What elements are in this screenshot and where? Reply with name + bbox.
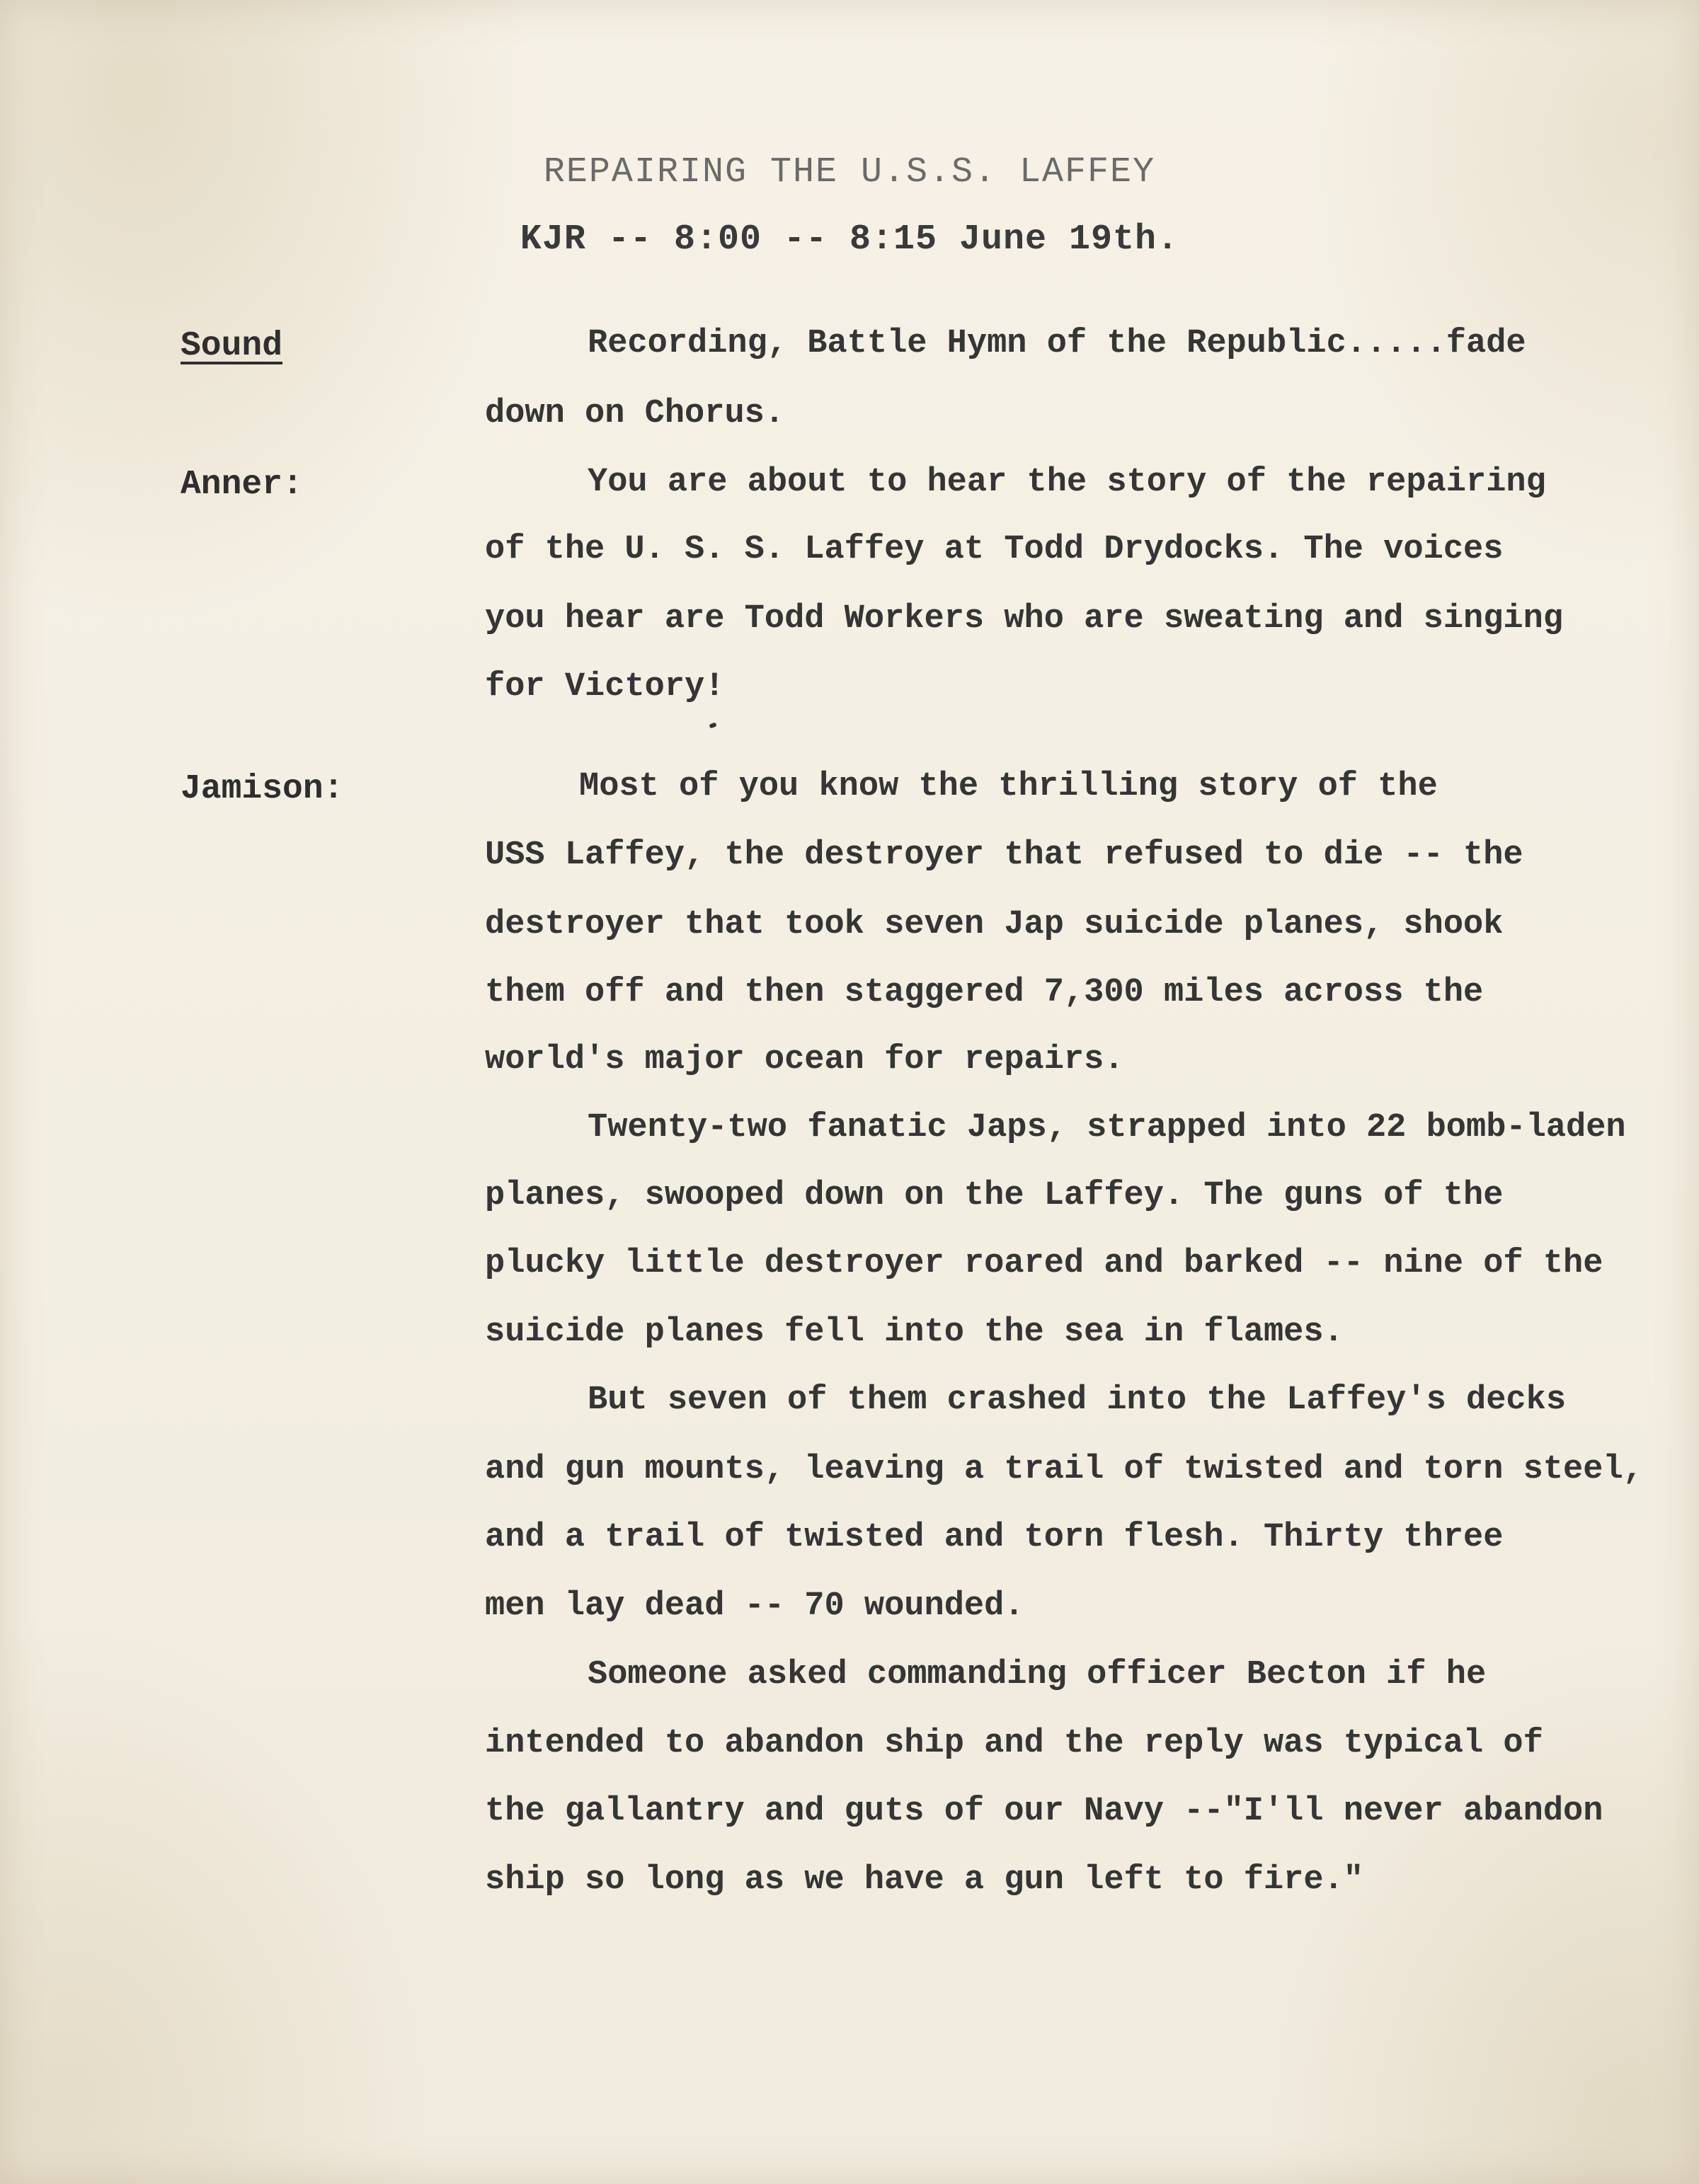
jamison-p3-line-4: men lay dead -- 70 wounded. xyxy=(485,1587,1024,1625)
anner-line-2: of the U. S. S. Laffey at Todd Drydocks. The voices xyxy=(485,531,1504,568)
jamison-p3-line-2: and gun mounts, leaving a trail of twisted and torn steel, xyxy=(485,1451,1643,1488)
jamison-p2-line-2: planes, swooped down on the Laffey. The guns of the xyxy=(485,1177,1504,1214)
speaker-anner: Anner: xyxy=(181,466,303,504)
jamison-p1-line-3: destroyer that took seven Jap suicide planes, shook xyxy=(485,906,1504,943)
script-title: REPAIRING THE U.S.S. LAFFEY xyxy=(543,152,1156,192)
speaker-jamison: Jamison: xyxy=(181,770,344,808)
sound-line-2: down on Chorus. xyxy=(485,395,785,432)
jamison-p3-line-3: and a trail of twisted and torn flesh. Thirty three xyxy=(485,1519,1504,1556)
anner-line-4: for Victory! xyxy=(485,668,725,706)
sound-line-1: Recording, Battle Hymn of the Republic.....fade xyxy=(588,325,1526,362)
anner-line-1: You are about to hear the story of the repairing xyxy=(588,464,1546,501)
jamison-p4-line-3: the gallantry and guts of our Navy --"I'll never abandon xyxy=(485,1793,1603,1830)
jamison-p1-line-2: USS Laffey, the destroyer that refused to die -- the xyxy=(485,837,1523,874)
anner-line-3: you hear are Todd Workers who are sweating and singing xyxy=(485,600,1564,638)
jamison-p1-line-4: them off and then staggered 7,300 miles across the xyxy=(485,974,1484,1011)
jamison-p3-line-1: But seven of them crashed into the Laffey's decks xyxy=(588,1381,1567,1419)
jamison-p1-line-1: Most of you know the thrilling story of the xyxy=(579,768,1438,805)
jamison-p2-line-1: Twenty-two fanatic Japs, strapped into 22 bomb-laden xyxy=(588,1109,1626,1146)
jamison-p4-line-4: ship so long as we have a gun left to fire." xyxy=(485,1861,1364,1899)
jamison-p4-line-2: intended to abandon ship and the reply was typical of xyxy=(485,1725,1543,1762)
jamison-p2-line-3: plucky little destroyer roared and barked -- nine of the xyxy=(485,1245,1603,1282)
jamison-p4-line-1: Someone asked commanding officer Becton if he xyxy=(588,1656,1487,1694)
ink-blot xyxy=(709,722,716,728)
speaker-sound: Sound xyxy=(181,327,283,365)
broadcast-slot: KJR -- 8:00 -- 8:15 June 19th. xyxy=(520,219,1179,260)
jamison-p2-line-4: suicide planes fell into the sea in flames. xyxy=(485,1314,1344,1351)
jamison-p1-line-5: world's major ocean for repairs. xyxy=(485,1041,1124,1079)
